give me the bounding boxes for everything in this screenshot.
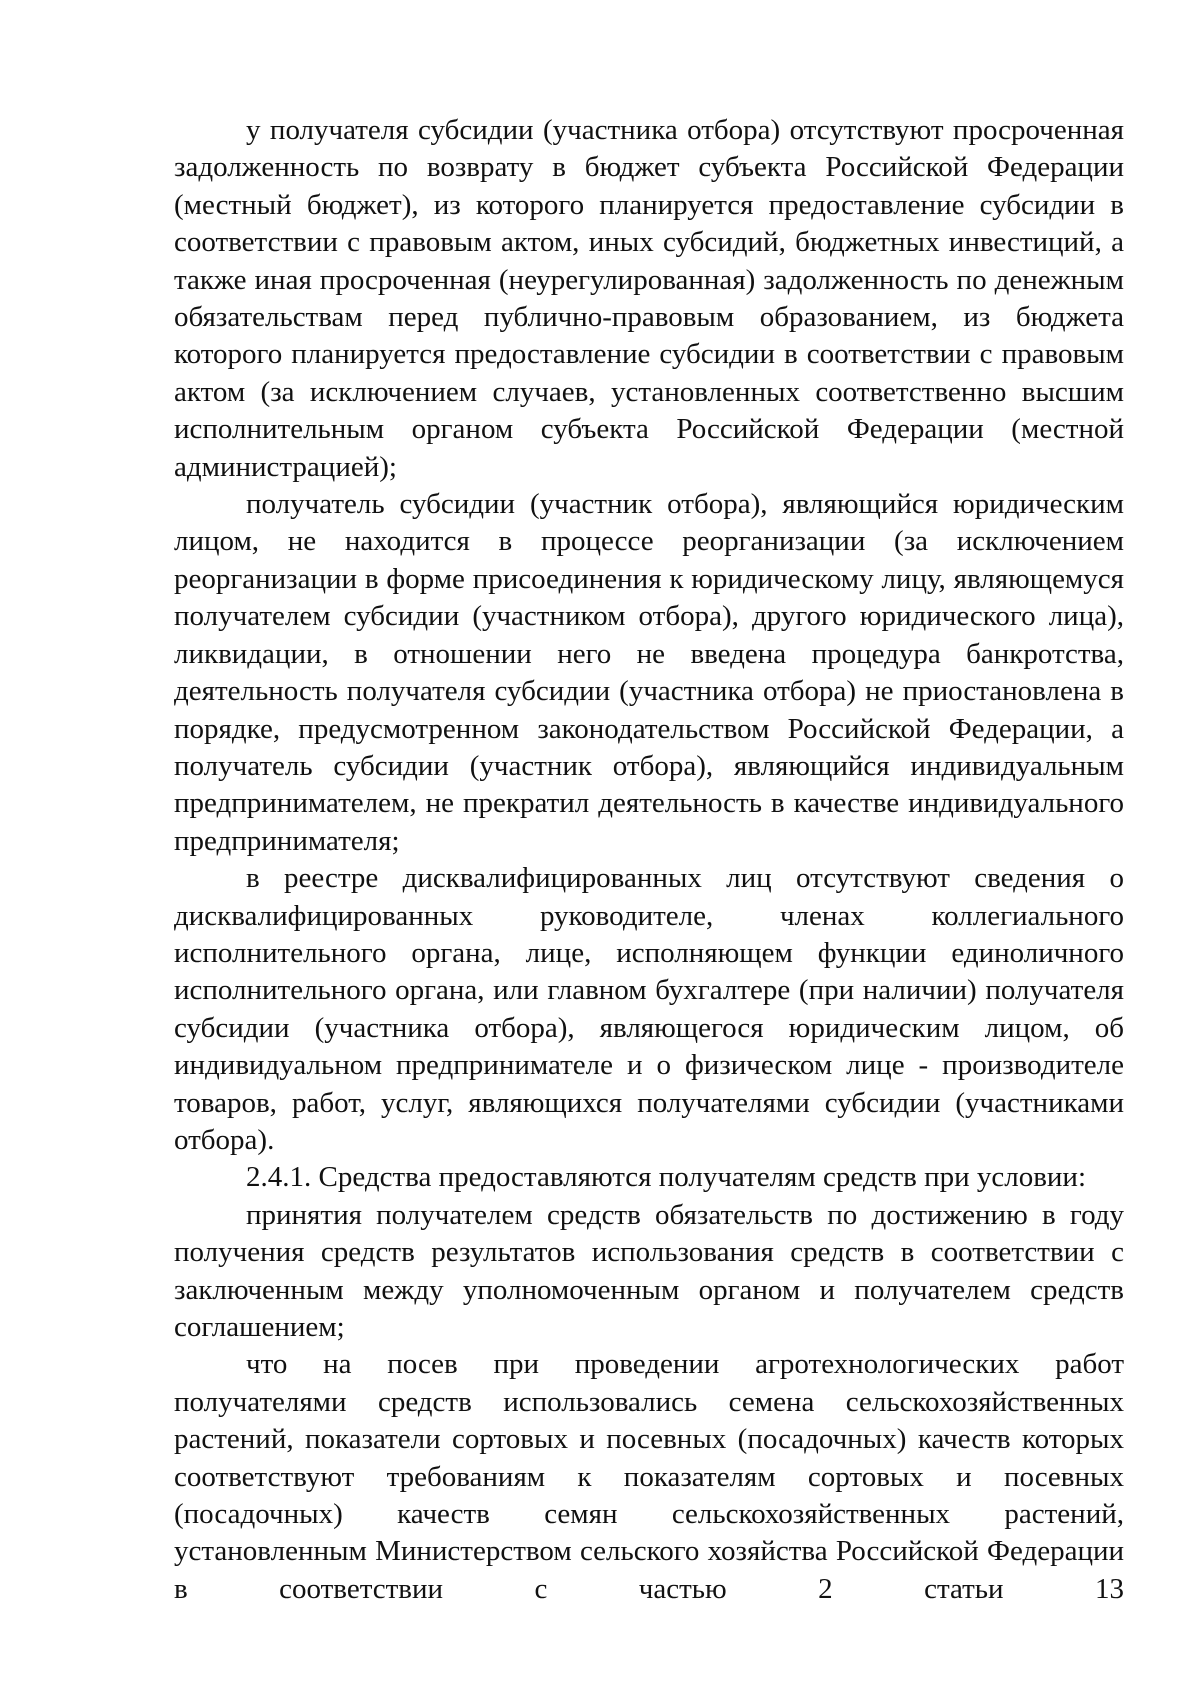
paragraph-seeds-condition: что на посев при проведении агротехнологических работ получателями средств использовались семена сельскохозяйственных растений, показатели сортовых и посевных (посадочных) качеств которых соответствуют требованиям к показателям сортовых и посевных (посадочных) качеств семян сельскохозяйственных растений, установленным Министерством сельского хозяйства Российской Федерации в соответствии с частью 2 статьи 13: [174, 1348, 1124, 1605]
paragraph-debt-condition: у получателя субсидии (участника отбора) отсутствуют просроченная задолженность по возврату в бюджет субъекта Российской Федерации (местный бюджет), из которого планируется предоставление субсидии в соответствии с правовым актом, иных субсидий, бюджетных инвестиций, а также иная просроченная (неурегулированная) задолженность по денежным обязательствам перед публично-правовым образованием, из бюджета которого планируется предоставление субсидии в соответствии с правовым актом (за исключением случаев, установленных соответственно высшим исполнительным органом субъекта Российской Федерации (местной администрацией);: [174, 114, 1124, 483]
paragraph-section-2-4-1: 2.4.1. Средства предоставляются получателям средств при условии:: [246, 1161, 1087, 1194]
paragraph-obligations-condition: принятия получателем средств обязательств по достижению в году получения средств результатов использования средств в соответствии с заключенным между уполномоченным органом и получателем средств соглашением;: [174, 1198, 1124, 1343]
paragraph-reorganization-condition: получатель субсидии (участник отбора), являющийся юридическим лицом, не находится в процессе реорганизации (за исключением реорганизации в форме присоединения к юридическому лицу, являющемуся получателем субсидии (участником отбора), другого юридического лица), ликвидации, в отношении него не введена процедура банкротства, деятельность получателя субсидии (участника отбора) не приостановлена в порядке, предусмотренном законодательством Российской Федерации, а получатель субсидии (участник отбора), являющийся индивидуальным предпринимателем, не прекратил деятельность в качестве индивидуального предпринимателя;: [174, 488, 1124, 857]
document-body: [174, 112, 1124, 1608]
paragraph-disqualified-registry-condition: в реестре дисквалифицированных лиц отсутствуют сведения о дисквалифицированных руководителе, членах коллегиального исполнительного органа, лице, исполняющем функции единоличного исполнительного органа, или главном бухгалтере (при наличии) получателя субсидии (участника отбора), являющегося юридическим лицом, об индивидуальном предпринимателе и о физическом лице - производителе товаров, работ, услуг, являющихся получателями субсидии (участниками отбора).: [174, 862, 1124, 1156]
